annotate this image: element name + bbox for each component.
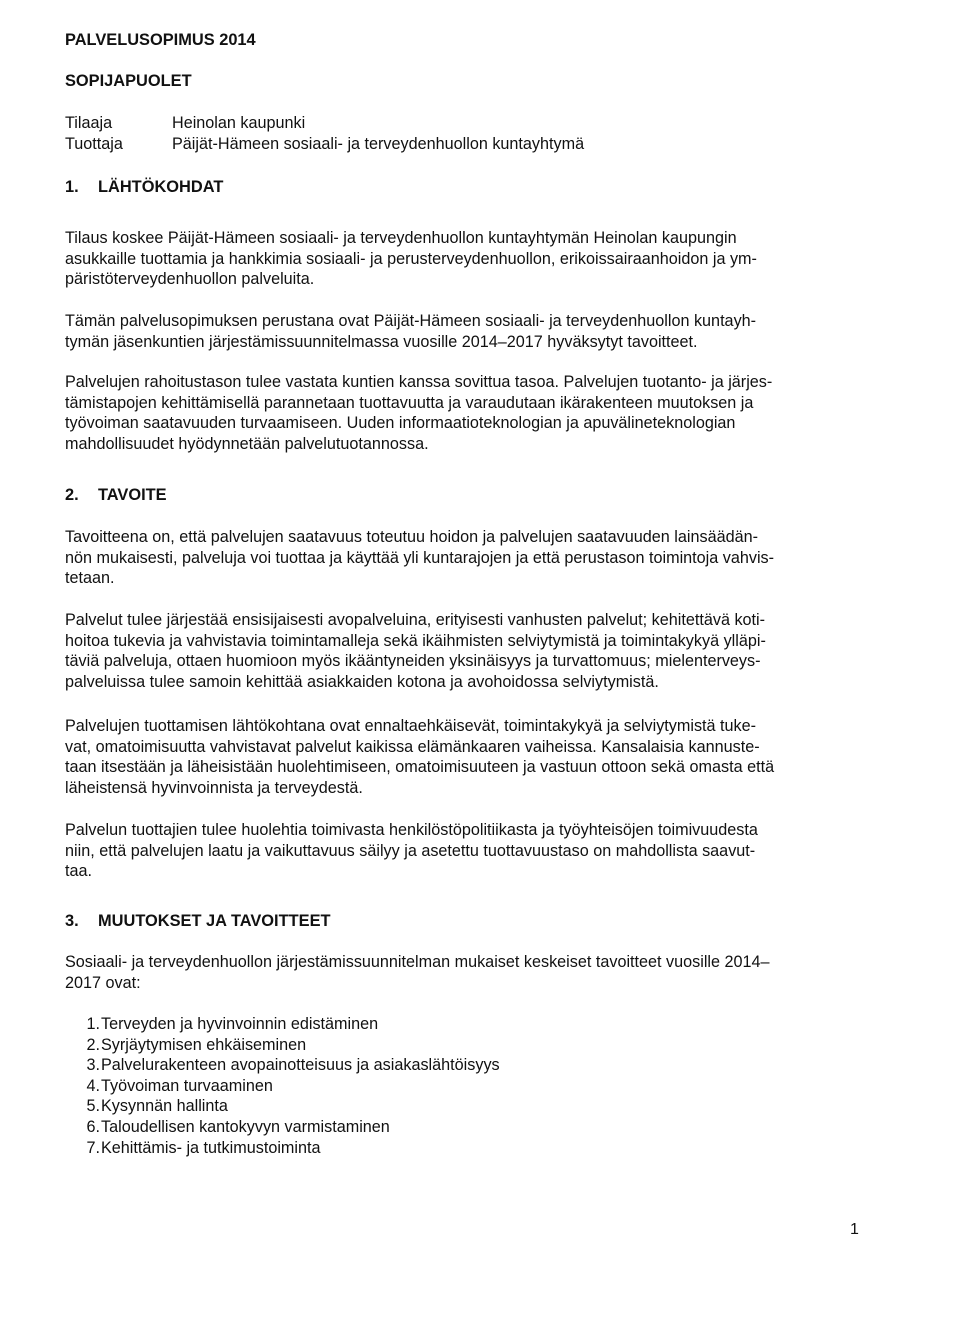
text-line: tetaan. [65,569,115,588]
list-item [65,1035,500,1056]
text-line: palveluissa tulee samoin kehittää asiakkaiden kotona ja avohoidossa selviytymistä. [65,672,659,691]
text-line: tymän jäsenkuntien järjestämissuunnitelmassa vuosille 2014–2017 hyväksytyt tavoitteet. [65,332,698,351]
list-item-number: 1. [86,1015,100,1033]
section-heading [65,911,865,932]
list-item [65,1138,500,1159]
document-title: PALVELUSOPIMUS 2014 [65,31,256,49]
text-line: asukkaille tuottamia ja hankkimia sosiaali- ja perusterveydenhuollon, erikoissairaanhoidon ja ym- [65,249,757,268]
text-line: 2017 ovat: [65,973,141,992]
list-item-number: 4. [86,1076,100,1095]
list-item [65,1117,500,1138]
text-line: Tavoitteena on, että palvelujen saatavuus toteutuu hoidon ja palvelujen saatavuuden lainsäädän- [65,528,758,546]
text-line: läheistensä hyvinvoinnista ja terveydestä. [65,778,363,797]
section-heading [65,485,865,506]
goals-list [65,1014,500,1158]
list-item-number: 7. [86,1138,100,1157]
text-line: vat, omatoimisuutta vahvistavat palvelut kaikissa elämänkaaren vaiheissa. Kansalaisia kannuste- [65,737,760,756]
text-line: Palvelun tuottajien tulee huolehtia toimivasta henkilöstöpolitiikasta ja työyhteisöjen toimivuudesta [65,821,758,839]
party-value: Heinolan kaupunki [172,114,306,132]
party-value: Päijät-Hämeen sosiaali- ja terveydenhuollon kuntayhtymä [172,134,585,153]
list-item-number: 2. [86,1035,100,1054]
paragraph [65,610,865,692]
paragraph [65,527,865,589]
section-title: TAVOITE [98,486,167,504]
paragraph [65,372,865,454]
list-item-text: Syrjäytymisen ehkäiseminen [101,1035,307,1054]
paragraph [65,952,865,993]
party-label: Tuottaja [65,134,123,153]
list-item [65,1055,500,1076]
text-line: taan itsestään ja läheisistään huolehtimiseen, omatoimisuuteen ja vastuun ottoon sekä omasta että [65,758,775,777]
paragraph [65,820,865,882]
list-item [65,1096,500,1117]
text-line: Tilaus koskee Päijät-Hämeen sosiaali- ja terveydenhuollon kuntayhtymän Heinolan kaupungin [65,229,737,247]
page-number: 1 [850,1221,859,1238]
text-line: työvoiman saatavuuden turvaamiseen. Uuden informaatioteknologian ja apuvälineteknologian [65,414,736,433]
text-line: Tämän palvelusopimuksen perustana ovat Päijät-Hämeen sosiaali- ja terveydenhuollon kuntayh- [65,312,757,330]
section-number: 1. [65,178,79,196]
text-line: hoitoa tukevia ja vahvistavia toimintamalleja sekä ikäihmisten selviytymistä ja toimintakykyä ylläpi- [65,631,766,650]
text-line: päristöterveydenhuollon palveluita. [65,270,315,289]
list-item-text: Työvoiman turvaaminen [101,1076,273,1095]
section-title: LÄHTÖKOHDAT [98,178,224,196]
list-item [65,1014,500,1035]
list-item-number: 5. [86,1097,100,1116]
parties-heading: SOPIJAPUOLET [65,72,192,90]
text-line: Sosiaali- ja terveydenhuollon järjestämissuunnitelman mukaiset keskeiset tavoitteet vuosille 2014– [65,953,770,971]
paragraph [65,716,865,798]
party-row [65,113,865,134]
parties-list [65,113,865,154]
text-line: Palvelujen tuottamisen lähtökohtana ovat ennaltaehkäisevät, toimintakykyä ja selviytymistä tuke- [65,717,757,735]
list-item-text: Kehittämis- ja tutkimustoiminta [101,1138,321,1157]
list-item-text: Terveyden ja hyvinvoinnin edistäminen [101,1015,379,1033]
text-line: Palvelut tulee järjestää ensisijaisesti avopalveluina, erityisesti vanhusten palvelut; kehitettävä koti- [65,611,766,629]
text-line: taa. [65,862,93,881]
list-item-text: Taloudellisen kantokyvyn varmistaminen [101,1117,390,1136]
section-title: MUUTOKSET JA TAVOITTEET [98,912,331,930]
text-line: tämistapojen kehittämisellä parannetaan tuottavuutta ja varaudutaan ikärakenteen muutoksen ja [65,393,754,412]
text-line: niin, että palvelujen laatu ja vaikuttavuus säilyy ja asetettu tuottavuustaso on mahdollista saavut- [65,841,756,860]
list-item-number: 3. [86,1056,100,1075]
text-line: nön mukaisesti, palveluja voi tuottaa ja käyttää yli kuntarajojen ja että perustason toimintoja vahvis- [65,548,775,567]
list-item-number: 6. [86,1117,100,1136]
text-line: Palvelujen rahoitustason tulee vastata kuntien kanssa sovittua tasoa. Palvelujen tuotanto- ja järjes- [65,373,773,391]
list-item-text: Kysynnän hallinta [101,1097,228,1116]
paragraph [65,311,865,352]
party-row [65,134,865,155]
list-item-text: Palvelurakenteen avopainotteisuus ja asiakaslähtöisyys [101,1056,500,1075]
section-number: 3. [65,912,79,930]
text-line: täviä palveluja, ottaen huomioon myös ikääntyneiden yksinäisyys ja turvattomuus; mielenterveys- [65,652,761,671]
paragraph [65,228,865,290]
list-item [65,1076,500,1097]
text-line: mahdollisuudet hyödynnetään palvelutuotannossa. [65,434,429,453]
section-heading [65,177,865,198]
section-number: 2. [65,486,79,504]
party-label: Tilaaja [65,114,113,132]
